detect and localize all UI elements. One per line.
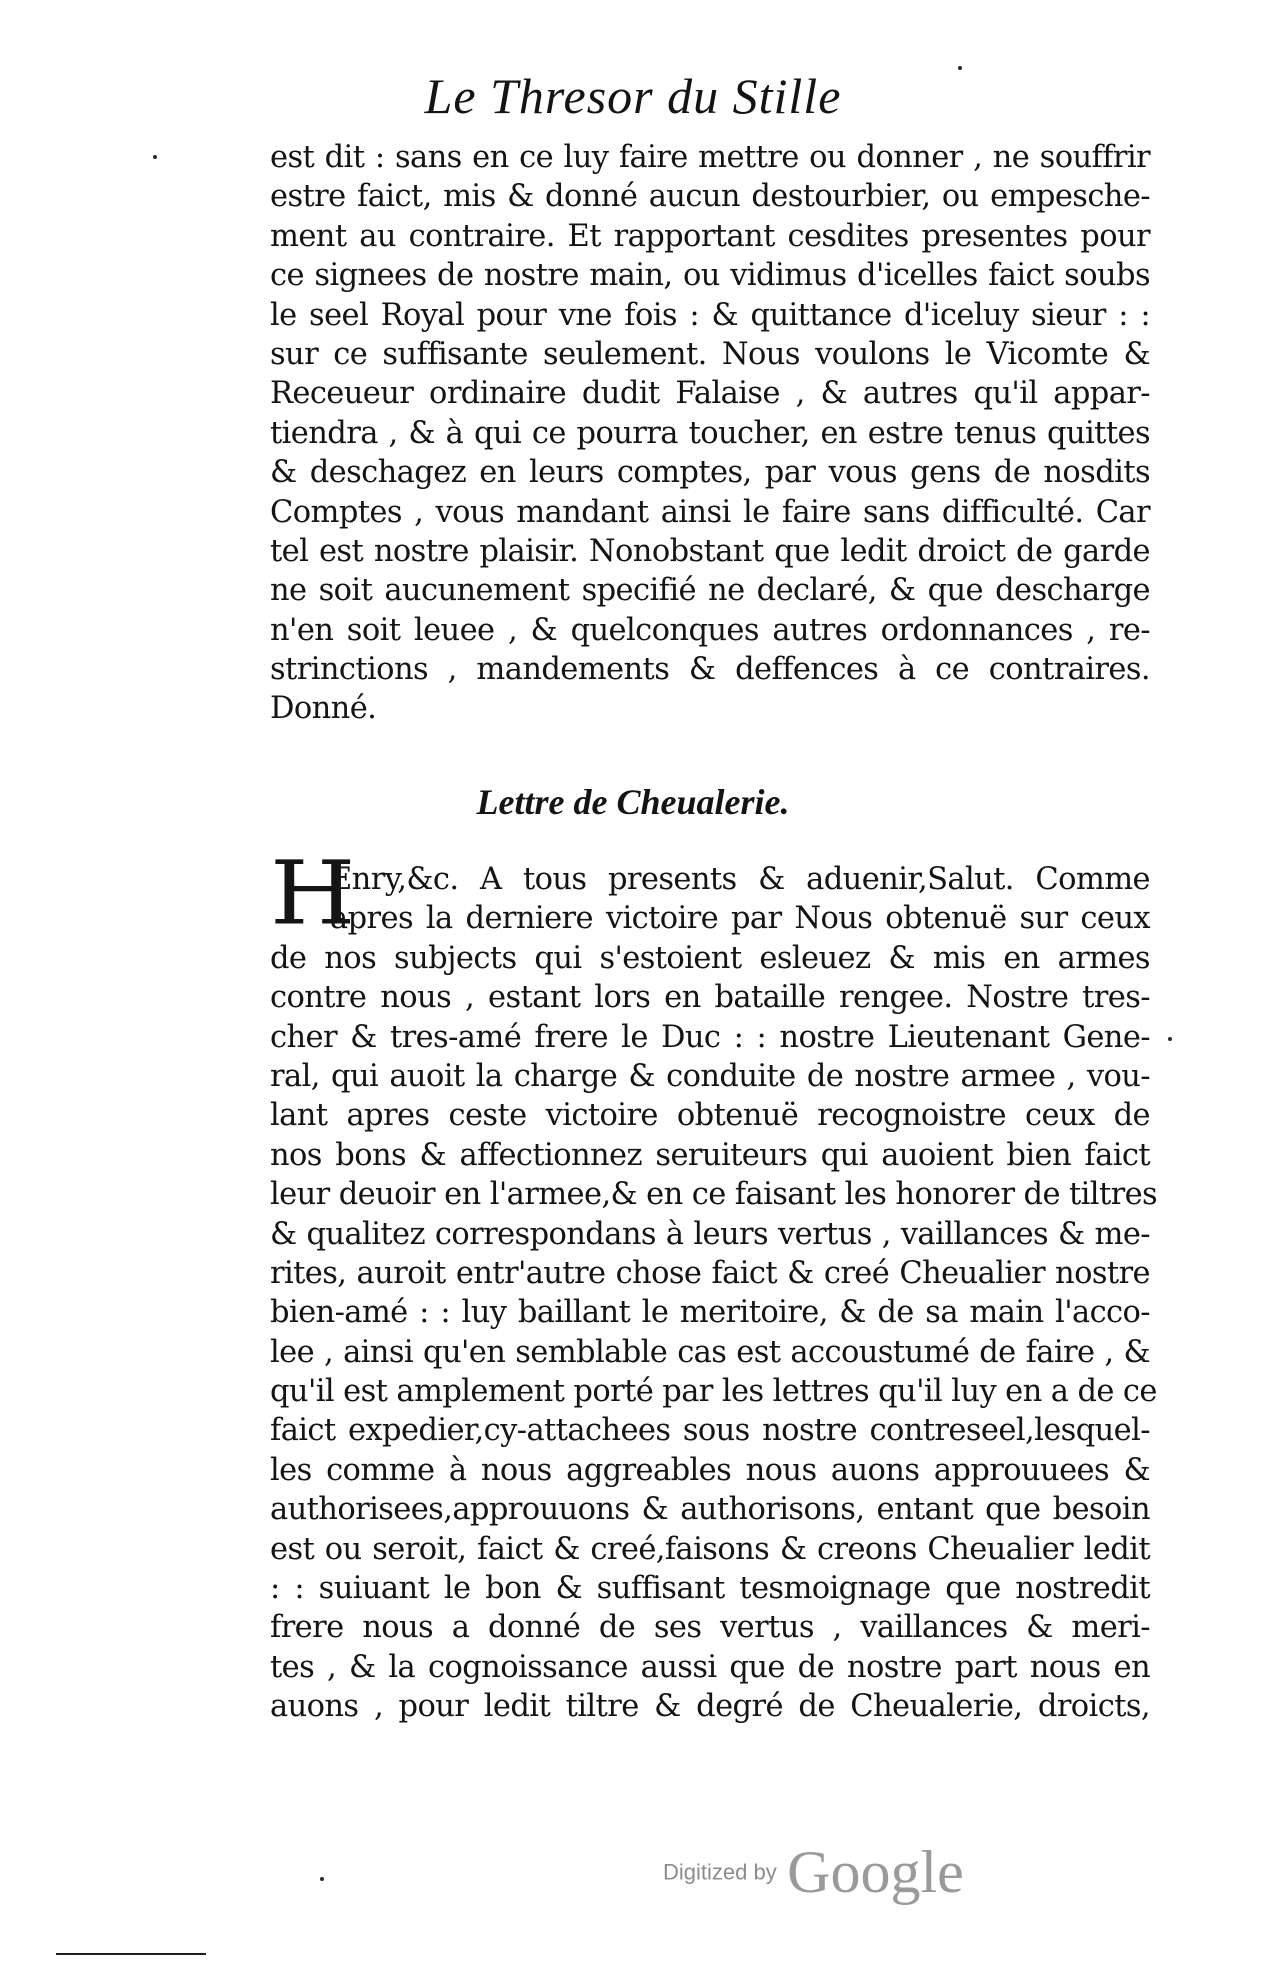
google-logo: Google <box>787 1839 964 1905</box>
second-paragraph-line: & qualitez correspondans à leurs vertus , vaillances & me- <box>270 1216 1150 1252</box>
first-paragraph-line: le seel Royal pour vne fois : & quittance d'iceluy sieur : : <box>270 297 1150 333</box>
bottom-rule <box>56 1953 206 1955</box>
second-paragraph-line: contre nous , estant lors en bataille rengee. Nostre tres- <box>270 980 1150 1016</box>
second-paragraph-line: cher & tres-amé frere le Duc : : nostre Lieutenant Gene- <box>270 1019 1150 1055</box>
first-paragraph-line: ce signees de nostre main, ou vidimus d'icelles faict soubs <box>270 258 1150 294</box>
second-paragraph <box>270 842 1158 1727</box>
second-paragraph-line: lee , ainsi qu'en semblable cas est accoustumé de faire , & <box>270 1334 1150 1370</box>
first-paragraph-line: ment au contraire. Et rapportant cesdites presentes pour <box>270 218 1150 254</box>
second-paragraph-line: de nos subjects qui s'estoient esleuez & mis en armes <box>270 940 1150 976</box>
first-paragraph-line: sur ce suffisante seulement. Nous voulons le Vicomte & <box>270 336 1150 372</box>
running-title: Le Thresor du Stille <box>424 68 842 124</box>
second-paragraph-line: les comme à nous aggreables nous auons approuuees & <box>270 1452 1150 1488</box>
first-paragraph-line: tiendra , & à qui ce pourra toucher, en estre tenus quittes <box>270 415 1150 451</box>
first-paragraph-line: estre faict, mis & donné aucun destourbier, ou empesche- <box>270 179 1150 215</box>
second-paragraph-line: authorisees,approuuons & authorisons, entant que besoin <box>270 1492 1150 1528</box>
second-paragraph-line: auons , pour ledit tiltre & degré de Cheualerie, droicts, <box>270 1689 1150 1725</box>
first-paragraph-line: Comptes , vous mandant ainsi le faire sans difficulté. Car <box>270 494 1150 530</box>
first-paragraph <box>270 138 1150 729</box>
second-paragraph-line: : : suiuant le bon & suffisant tesmoignage que nostredit <box>270 1571 1150 1607</box>
second-paragraph-line: apres la derniere victoire par Nous obtenuë sur ceux <box>330 901 1150 937</box>
second-paragraph-line: nos bons & affectionnez seruiteurs qui auoient bien faict <box>270 1137 1150 1173</box>
second-paragraph-line: qu'il est amplement porté par les lettres qu'il luy en a de ce <box>270 1374 1157 1410</box>
first-paragraph-line: ne soit aucunement specifié ne declaré, & que descharge <box>270 573 1150 609</box>
second-paragraph-line: lant apres ceste victoire obtenuë recognoistre ceux de <box>270 1098 1150 1134</box>
section-heading: Lettre de Cheualerie. <box>476 782 790 822</box>
first-paragraph-line: n'en soit leuee , & quelconques autres ordonnances , re- <box>270 612 1150 648</box>
ink-speck <box>1168 1037 1172 1041</box>
second-paragraph-line: tes , & la cognoissance aussi que de nostre part nous en <box>270 1649 1150 1685</box>
first-paragraph-line: strinctions , mandements & deffences à ce contraires. <box>270 652 1150 688</box>
second-paragraph-line: Enry,&c. A tous presents & aduenir,Salut. Comme <box>330 862 1150 897</box>
watermark-prefix: Digitized by <box>663 1859 777 1885</box>
ink-speck <box>958 66 962 70</box>
second-paragraph-line: rites, auroit entr'autre chose faict & creé Cheualier nostre <box>270 1255 1150 1291</box>
digitized-watermark <box>663 1838 964 1907</box>
first-paragraph-line: & deschagez en leurs comptes, par vous gens de nosdits <box>270 455 1150 491</box>
ink-speck <box>320 1877 324 1881</box>
drop-cap-letter: H <box>270 842 356 946</box>
first-paragraph-line: Donné. <box>270 691 377 727</box>
second-paragraph-line: frere nous a donné de ses vertus , vaillances & meri- <box>270 1610 1150 1646</box>
first-paragraph-line: est dit : sans en ce luy faire mettre ou donner , ne souffrir <box>270 140 1150 175</box>
second-paragraph-line: bien-amé : : luy baillant le meritoire, & de sa main l'acco- <box>270 1295 1150 1331</box>
first-paragraph-line: Receueur ordinaire dudit Falaise , & autres qu'il appar- <box>270 376 1150 412</box>
first-paragraph-line: tel est nostre plaisir. Nonobstant que ledit droict de garde <box>270 533 1150 569</box>
second-paragraph-line: est ou seroit, faict & creé,faisons & creons Cheualier ledit <box>270 1531 1150 1567</box>
second-paragraph-line: faict expedier,cy-attachees sous nostre contreseel,lesquel- <box>270 1413 1150 1449</box>
second-paragraph-line: leur deuoir en l'armee,& en ce faisant les honorer de tiltres <box>270 1177 1158 1213</box>
ink-speck <box>153 155 157 159</box>
second-paragraph-line: ral, qui auoit la charge & conduite de nostre armee , vou- <box>270 1058 1150 1094</box>
